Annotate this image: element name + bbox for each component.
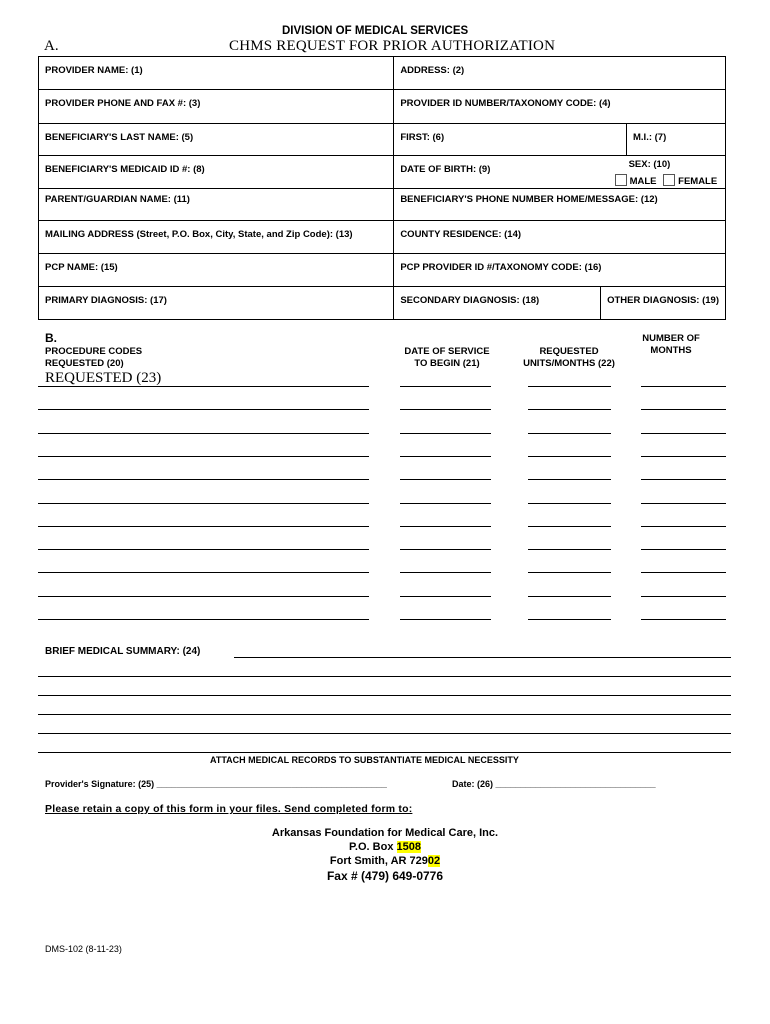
division-title: DIVISION OF MEDICAL SERVICES xyxy=(282,25,469,37)
medicaid-id-field[interactable] xyxy=(39,156,394,189)
beneficiary-phone-field[interactable] xyxy=(394,189,726,221)
date-of-service-line[interactable] xyxy=(400,619,491,620)
retain-copy-note: Please retain a copy of this form in your files. Send completed form to: xyxy=(45,803,413,815)
provider-id-label: PROVIDER ID NUMBER/TAXONOMY CODE: (4) xyxy=(400,98,611,109)
other-diagnosis-field[interactable] xyxy=(601,287,726,320)
number-of-months-line[interactable] xyxy=(641,619,726,620)
beneficiary-last-name-field[interactable] xyxy=(39,124,394,156)
number-of-months-line[interactable] xyxy=(641,386,726,387)
number-of-months-line[interactable] xyxy=(641,409,726,410)
units-months-line[interactable] xyxy=(528,409,611,410)
date-of-service-line[interactable] xyxy=(400,596,491,597)
number-of-months-header: NUMBER OF MONTHS xyxy=(642,333,700,356)
date-of-service-line[interactable] xyxy=(400,572,491,573)
city-state-zip: Fort Smith, AR 72902 xyxy=(329,855,441,867)
female-label: FEMALE xyxy=(678,176,718,187)
summary-line[interactable] xyxy=(38,733,731,734)
secondary-diagnosis-label: SECONDARY DIAGNOSIS: (18) xyxy=(400,295,540,306)
date-of-service-line[interactable] xyxy=(400,456,491,457)
first-name-label: FIRST: (6) xyxy=(400,132,445,143)
parent-guardian-field[interactable] xyxy=(39,189,394,221)
procedure-code-line[interactable] xyxy=(38,409,369,410)
provider-phone-field[interactable] xyxy=(39,90,394,124)
provider-signature-field[interactable]: Provider's Signature: (25) ______________________________________________ xyxy=(45,779,387,789)
units-months-line[interactable] xyxy=(528,596,611,597)
section-a-grid xyxy=(38,56,726,320)
number-of-months-line[interactable] xyxy=(641,479,726,480)
zip-suffix: 02 xyxy=(427,855,441,867)
summary-line[interactable] xyxy=(38,695,731,696)
requested-23-header: REQUESTED (23) xyxy=(45,370,162,386)
medical-summary-label: BRIEF MEDICAL SUMMARY: (24) xyxy=(45,646,201,657)
number-of-months-line[interactable] xyxy=(641,596,726,597)
procedure-code-line[interactable] xyxy=(38,479,369,480)
pcp-name-field[interactable] xyxy=(39,254,394,287)
provider-id-field[interactable] xyxy=(394,90,726,124)
procedure-code-line[interactable] xyxy=(38,619,369,620)
procedure-code-line[interactable] xyxy=(38,386,369,387)
units-months-line[interactable] xyxy=(528,433,611,434)
number-of-months-line[interactable] xyxy=(641,549,726,550)
number-of-months-line[interactable] xyxy=(641,526,726,527)
male-label: MALE xyxy=(629,176,657,187)
number-of-months-line[interactable] xyxy=(641,433,726,434)
mailing-address-field[interactable] xyxy=(39,221,394,254)
date-of-service-line[interactable] xyxy=(400,526,491,527)
section-a-label: A. xyxy=(44,38,59,54)
procedure-code-line[interactable] xyxy=(38,526,369,527)
date-of-service-line[interactable] xyxy=(400,503,491,504)
sex-label: SEX: (10) xyxy=(628,159,671,170)
procedure-code-line[interactable] xyxy=(38,456,369,457)
summary-line[interactable] xyxy=(234,657,731,658)
summary-line[interactable] xyxy=(38,752,731,753)
primary-diagnosis-field[interactable] xyxy=(39,287,394,320)
procedure-code-line[interactable] xyxy=(38,503,369,504)
address-field[interactable] xyxy=(394,57,726,90)
mailing-address-label: MAILING ADDRESS (Street, P.O. Box, City, State, and Zip Code): (13) xyxy=(45,229,353,240)
pcp-name-label: PCP NAME: (15) xyxy=(45,262,118,273)
middle-initial-field[interactable] xyxy=(627,124,726,156)
date-of-service-line[interactable] xyxy=(400,386,491,387)
section-b-label: B. xyxy=(45,331,57,345)
units-months-line[interactable] xyxy=(528,549,611,550)
units-months-line[interactable] xyxy=(528,503,611,504)
form-title: CHMS REQUEST FOR PRIOR AUTHORIZATION xyxy=(229,38,556,54)
county-label: COUNTY RESIDENCE: (14) xyxy=(400,229,522,240)
male-checkbox[interactable] xyxy=(615,174,627,186)
mailing-block xyxy=(200,826,570,883)
secondary-diagnosis-field[interactable] xyxy=(394,287,601,320)
procedure-codes-header: PROCEDURE CODES REQUESTED (20) xyxy=(45,346,143,369)
dob-field[interactable] xyxy=(394,156,601,189)
provider-phone-label: PROVIDER PHONE AND FAX #: (3) xyxy=(45,98,201,109)
date-of-service-line[interactable] xyxy=(400,433,491,434)
parent-guardian-label: PARENT/GUARDIAN NAME: (11) xyxy=(45,194,190,205)
units-months-line[interactable] xyxy=(528,572,611,573)
pcp-provider-id-label: PCP PROVIDER ID #/TAXONOMY CODE: (16) xyxy=(400,262,602,273)
provider-name-label: PROVIDER NAME: (1) xyxy=(45,65,143,76)
number-of-months-line[interactable] xyxy=(641,503,726,504)
primary-diagnosis-label: PRIMARY DIAGNOSIS: (17) xyxy=(45,295,167,306)
procedure-code-line[interactable] xyxy=(38,433,369,434)
units-months-line[interactable] xyxy=(528,526,611,527)
summary-line[interactable] xyxy=(38,676,731,677)
procedure-code-line[interactable] xyxy=(38,549,369,550)
number-of-months-line[interactable] xyxy=(641,456,726,457)
units-months-line[interactable] xyxy=(528,456,611,457)
date-field[interactable]: Date: (26) ________________________________ xyxy=(452,779,656,789)
female-checkbox[interactable] xyxy=(663,174,675,186)
provider-name-field[interactable] xyxy=(39,57,394,90)
county-field[interactable] xyxy=(394,221,726,254)
sex-field xyxy=(601,156,726,189)
date-of-service-line[interactable] xyxy=(400,479,491,480)
units-months-line[interactable] xyxy=(528,619,611,620)
mi-label: M.I.: (7) xyxy=(633,132,667,143)
procedure-code-line[interactable] xyxy=(38,572,369,573)
units-months-header: REQUESTED UNITS/MONTHS (22) xyxy=(523,346,615,369)
procedure-code-line[interactable] xyxy=(38,596,369,597)
units-months-line[interactable] xyxy=(528,386,611,387)
beneficiary-phone-label: BENEFICIARY'S PHONE NUMBER HOME/MESSAGE: (12) xyxy=(400,194,658,205)
first-name-field[interactable] xyxy=(394,124,627,156)
date-of-service-header: DATE OF SERVICE TO BEGIN (21) xyxy=(404,346,490,369)
summary-line[interactable] xyxy=(38,714,731,715)
form-number: DMS-102 (8-11-23) xyxy=(45,944,122,954)
date-of-service-line[interactable] xyxy=(400,409,491,410)
attach-records-note: ATTACH MEDICAL RECORDS TO SUBSTANTIATE MEDICAL NECESSITY xyxy=(210,755,519,765)
po-box-number: 1508 xyxy=(396,841,421,853)
po-box: P.O. Box 1508 xyxy=(349,841,421,853)
fax-number: Fax # (479) 649-0776 xyxy=(326,869,444,883)
medicaid-id-label: BENEFICIARY'S MEDICAID ID #: (8) xyxy=(45,164,205,175)
dob-label: DATE OF BIRTH: (9) xyxy=(400,164,491,175)
pcp-provider-id-field[interactable] xyxy=(394,254,726,287)
units-months-line[interactable] xyxy=(528,479,611,480)
last-name-label: BENEFICIARY'S LAST NAME: (5) xyxy=(45,132,194,143)
other-diagnosis-label: OTHER DIAGNOSIS: (19) xyxy=(607,295,719,306)
address-label: ADDRESS: (2) xyxy=(400,65,465,76)
number-of-months-line[interactable] xyxy=(641,572,726,573)
date-of-service-line[interactable] xyxy=(400,549,491,550)
organization-name: Arkansas Foundation for Medical Care, Inc. xyxy=(271,827,499,839)
